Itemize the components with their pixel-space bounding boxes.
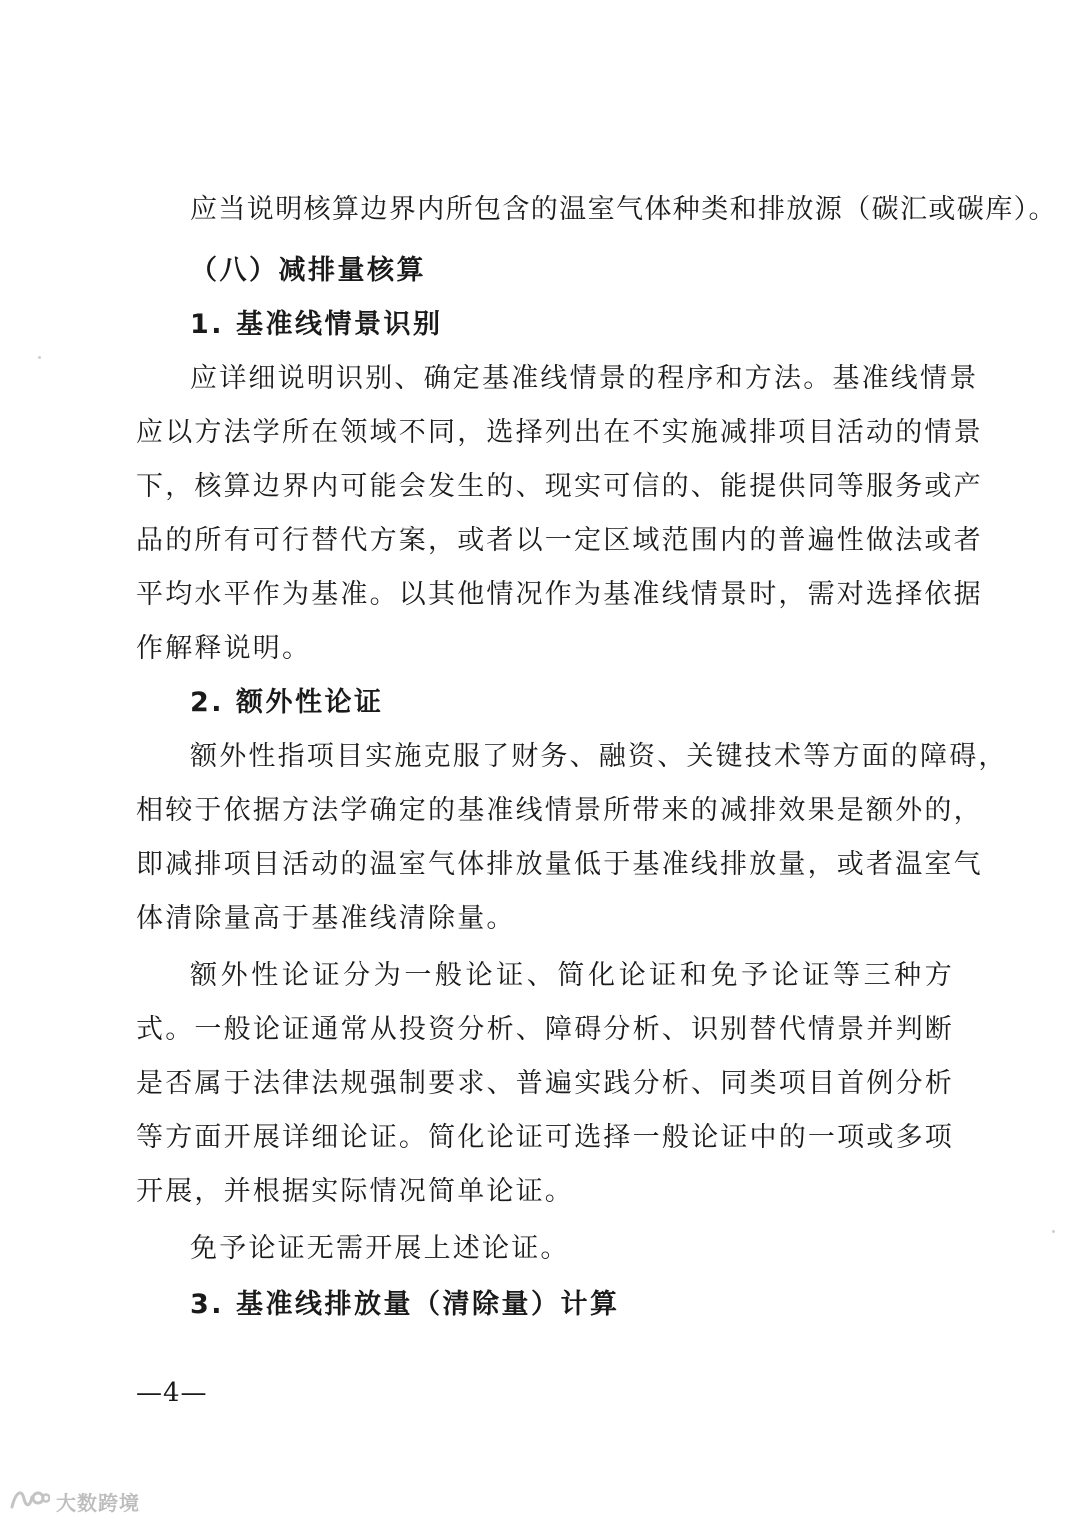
watermark-text: 大数跨境 — [56, 1490, 140, 1515]
scan-speck — [1052, 1230, 1055, 1233]
subsection-heading: 1. 基准线情景识别 — [190, 309, 443, 340]
paragraph-line: 等方面开展详细论证。简化论证可选择一般论证中的一项或多项 — [136, 1122, 954, 1153]
paragraph-line: 平均水平作为基准。以其他情况作为基准线情景时，需对选择依据 — [136, 579, 983, 610]
paragraph-line: 下，核算边界内可能会发生的、现实可信的、能提供同等服务或产 — [136, 471, 983, 502]
paragraph-line: 应以方法学所在领域不同，选择列出在不实施减排项目活动的情景 — [136, 417, 983, 448]
section-heading: （八）减排量核算 — [190, 255, 426, 286]
paragraph-line: 额外性指项目实施克服了财务、融资、关键技术等方面的障碍， — [190, 741, 1008, 772]
paragraph-line: 额外性论证分为一般论证、简化论证和免予论证等三种方 — [190, 960, 954, 991]
paragraph-line: 体清除量高于基准线清除量。 — [136, 903, 516, 934]
paragraph-line: 是否属于法律法规强制要求、普遍实践分析、同类项目首例分析 — [136, 1068, 954, 1099]
paragraph-line: 相较于依据方法学确定的基准线情景所带来的减排效果是额外的， — [136, 795, 983, 826]
paragraph-line: 开展，并根据实际情况简单论证。 — [136, 1176, 574, 1207]
paragraph-line: 即减排项目活动的温室气体排放量低于基准线排放量，或者温室气 — [136, 849, 983, 880]
paragraph-line: 作解释说明。 — [136, 633, 312, 664]
paragraph-line: 式。一般论证通常从投资分析、障碍分析、识别替代情景并判断 — [136, 1014, 954, 1045]
logo-icon — [8, 1485, 50, 1518]
scan-speck — [38, 356, 41, 359]
paragraph-line: 应详细说明识别、确定基准线情景的程序和方法。基准线情景 — [190, 363, 979, 394]
page-number: —4— — [136, 1378, 208, 1408]
paragraph-line: 免予论证无需开展上述论证。 — [190, 1233, 570, 1264]
watermark — [8, 1483, 140, 1519]
paragraph-line: 应当说明核算边界内所包含的温室气体种类和排放源（碳汇或碳库）。 — [190, 194, 1057, 225]
subsection-heading: 2. 额外性论证 — [190, 687, 384, 718]
subsection-heading: 3. 基准线排放量（清除量）计算 — [190, 1289, 620, 1320]
paragraph-line: 品的所有可行替代方案，或者以一定区域范围内的普遍性做法或者 — [136, 525, 983, 556]
